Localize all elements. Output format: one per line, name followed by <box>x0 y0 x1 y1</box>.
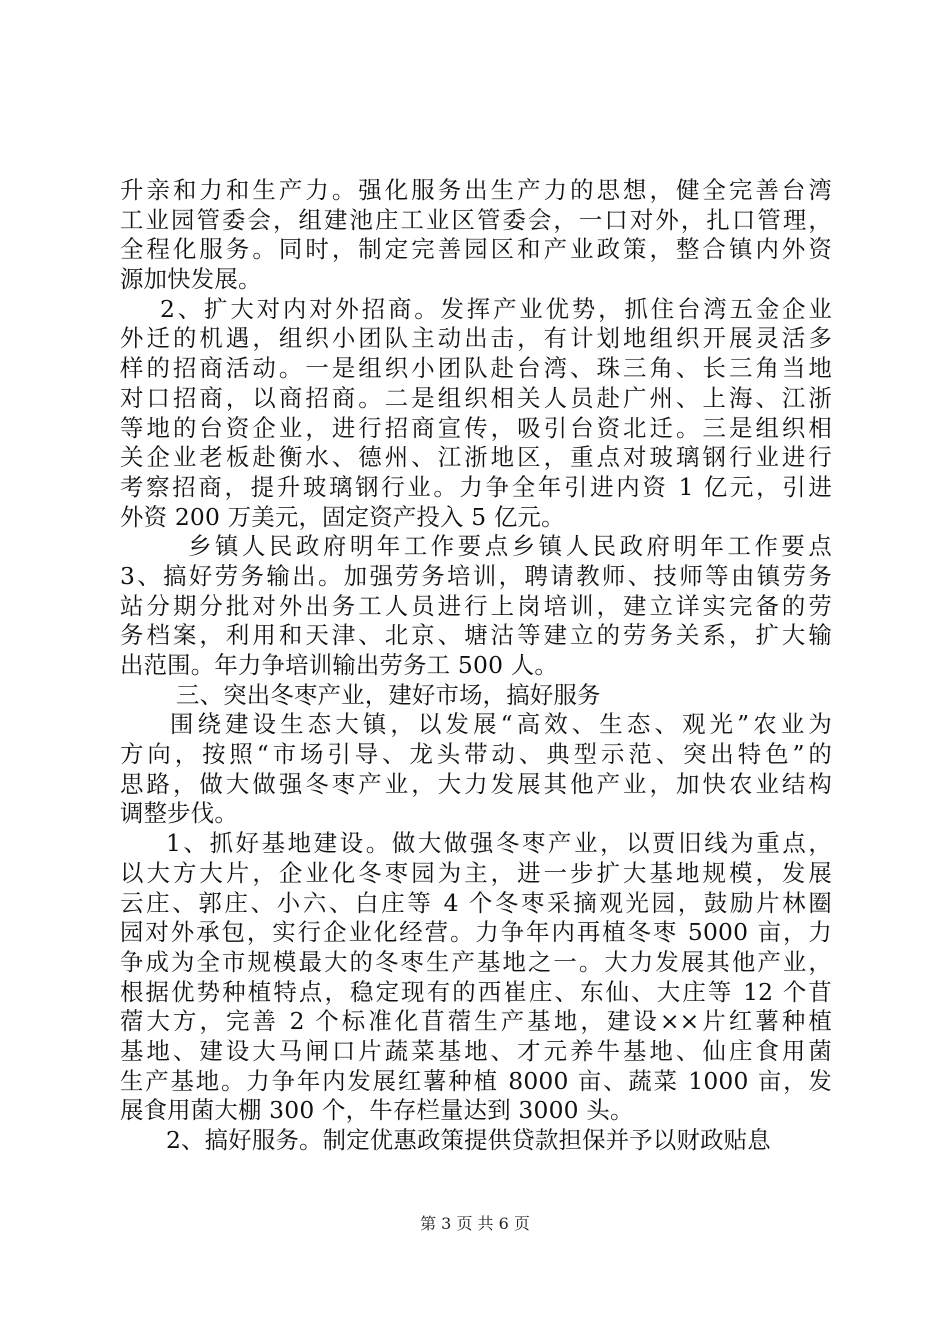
text-line: 1、抓好基地建设。做大做强冬枣产业，以贾旧线为重点， <box>166 829 832 858</box>
text-line: 争成为全市规模最大的冬枣生产基地之一。大力发展其他产业， <box>120 947 832 976</box>
text-line: 展食用菌大棚 300 个，牛存栏量达到 3000 头。 <box>120 1096 634 1125</box>
text-line: 源加快发展。 <box>120 265 262 294</box>
text-line: 关企业老板赴衡水、德州、江浙地区，重点对玻璃钢行业进行 <box>120 443 832 472</box>
text-line: 等地的台资企业，进行招商宣传，吸引台资北迁。三是组织相 <box>120 413 832 442</box>
text-line: 思路，做大做强冬枣产业，大力发展其他产业，加快农业结构 <box>120 769 832 798</box>
text-line: 务档案，利用和天津、北京、塘沽等建立的劳务关系，扩大输 <box>120 621 832 650</box>
text-line: 2、扩大对内对外招商。发挥产业优势，抓住台湾五金企业 <box>160 294 832 323</box>
text-line: 出范围。年力争培训输出劳务工 500 人。 <box>120 651 558 679</box>
text-line: 站分期分批对外出务工人员进行上岗培训，建立详实完备的劳 <box>120 591 832 620</box>
text-line: 考察招商，提升玻璃钢行业。力争全年引进内资 1 亿元，引进 <box>120 472 832 501</box>
text-line: 园对外承包，实行企业化经营。力争年内再植冬枣 5000 亩，力 <box>120 918 832 947</box>
text-line: 云庄、郭庄、小六、白庄等 4 个冬枣采摘观光园，鼓励片林圈 <box>120 888 832 917</box>
text-line: 方向，按照“市场引导、龙头带动、典型示范、突出特色”的 <box>120 740 832 769</box>
text-line: 3、搞好劳务输出。加强劳务培训，聘请教师、技师等由镇劳务 <box>120 561 832 590</box>
text-line: 2、搞好服务。制定优惠政策提供贷款担保并予以财政贴息 <box>166 1126 771 1154</box>
text-line: 样的招商活动。一是组织小团队赴台湾、珠三角、长三角当地 <box>120 354 832 383</box>
text-line: 外资 200 万美元，固定资产投入 5 亿元。 <box>120 502 565 531</box>
text-line: 全程化服务。同时，制定完善园区和产业政策，整合镇内外资 <box>120 235 832 264</box>
text-line: 生产基地。力争年内发展红薯种植 8000 亩、蔬菜 1000 亩，发 <box>120 1066 832 1095</box>
page-footer: 第 3 页 共 6 页 <box>420 1214 530 1233</box>
text-line: 三、突出冬枣产业，建好市场，搞好服务 <box>176 680 601 709</box>
text-line: 以大方大片，企业化冬枣园为主，进一步扩大基地规模，发展 <box>120 858 832 887</box>
text-line: 调整步伐。 <box>120 799 238 828</box>
text-line: 工业园管委会，组建池庄工业区管委会，一口对外，扎口管理， <box>120 205 832 234</box>
body-text <box>120 176 832 1156</box>
text-line: 根据优势种植特点，稳定现有的西崔庄、东仙、大庄等 12 个苜 <box>120 977 832 1006</box>
text-line: 外迁的机遇，组织小团队主动出击，有计划地组织开展灵活多 <box>120 324 832 353</box>
text-line: 乡镇人民政府明年工作要点乡镇人民政府明年工作要点 <box>188 532 832 561</box>
text-line: 基地、建设大马闸口片蔬菜基地、才元养牛基地、仙庄食用菌 <box>120 1036 832 1065</box>
text-line: 围绕建设生态大镇，以发展“高效、生态、观光”农业为 <box>170 710 832 739</box>
text-line: 蓿大方，完善 2 个标准化苜蓿生产基地，建设××片红薯种植 <box>120 1007 832 1036</box>
text-line: 对口招商，以商招商。二是组织相关人员赴广州、上海、江浙 <box>120 383 832 412</box>
text-line: 升亲和力和生产力。强化服务出生产力的思想，健全完善台湾 <box>120 176 832 204</box>
